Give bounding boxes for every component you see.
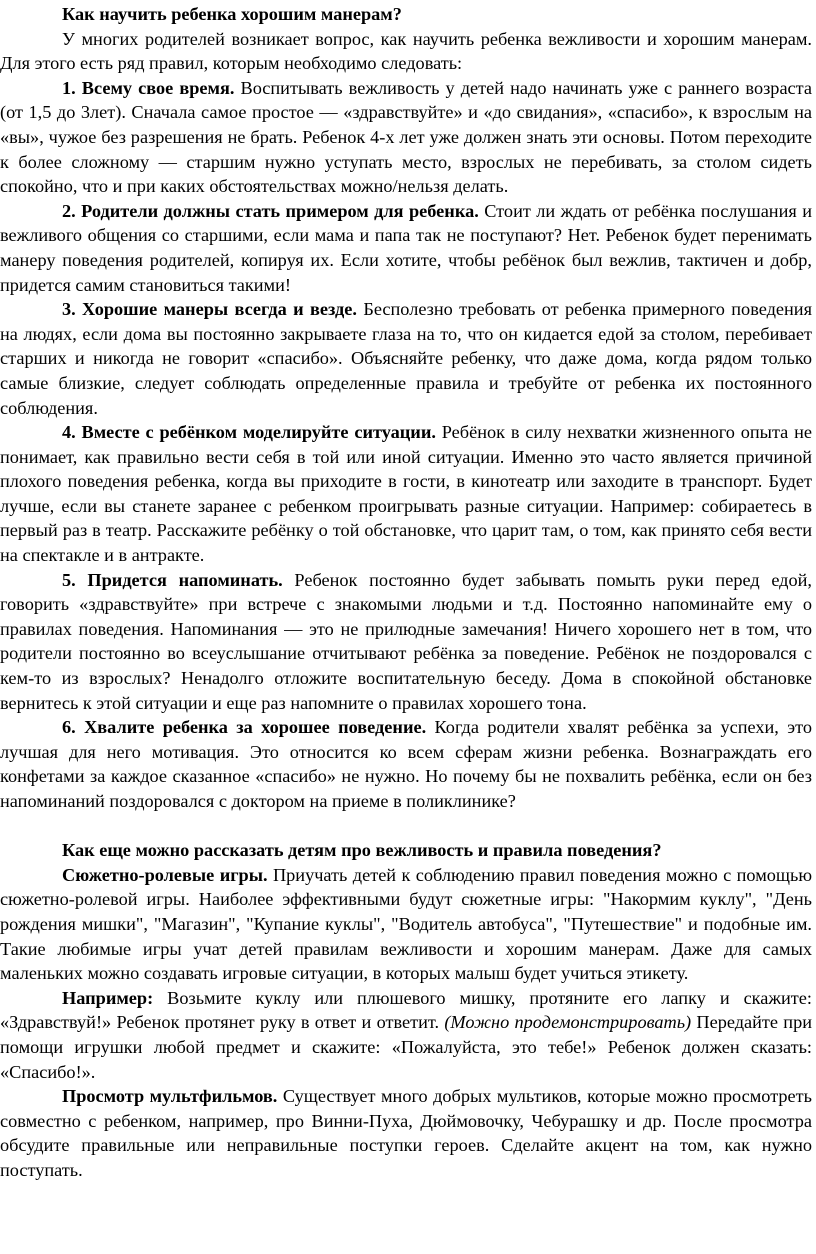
example-text-2: Передайте при помощи игрушки любой предмет и скажите: «Пожалуйста, это тебе!» Ребенок должен сказать: «Спасибо!». <box>0 1012 812 1082</box>
example-italic-note: (Можно продемонстрировать) <box>444 1012 692 1033</box>
rule-1-text: Воспитывать вежливость у детей надо начинать уже с раннего возраста (от 1,5 до 3лет). Сначала самое простое — «здравствуйте» и «до свидания», «спасибо», к взрослым на «вы», чужое без разрешения не брать. Ребенок 4-х лет уже должен знать эти основы. Потом переходите к более сложному — старшим нужно уступать место, взрослых не перебивать, за столом сидеть спокойно, что и при каких обстоятельствах можно/нельзя делать. <box>0 77 812 197</box>
rule-5-heading: 5. Придется напоминать. <box>62 569 283 590</box>
example-paragraph <box>0 986 812 1084</box>
rule-1-heading: 1. Всему свое время. <box>62 77 235 98</box>
rule-6-text: Когда родители хвалят ребёнка за успехи, это лучшая для него мотивация. Это относится ко всем сферам жизни ребенка. Вознаграждать его конфетами за каждое сказанное «спасибо» не нужно. Но почему бы не похвалить ребёнка, если он без напоминаний поздоровался с доктором на приеме в поликлинике? <box>0 717 812 811</box>
rule-3-paragraph <box>0 297 812 420</box>
rule-5-text: Ребенок постоянно будет забывать помыть руки перед едой, говорить «здравствуйте» при встрече с знакомыми людьми и т.д. Постоянно напоминайте ему о правилах поведения. Напоминания — это не прилюдные замечания! Ничего хорошего нет в том, что родители постоянно во всеуслышание отчитывают ребёнка за поведение. Ребёнок не поздоровался с кем-то из взрослых? Ненадолго отложите воспитательную беседу. Дома в спокойной обстановке вернитесь к этой ситуации и еще раз напомните о правилах хорошего тона. <box>0 569 812 713</box>
rule-4-text: Ребёнок в силу нехватки жизненного опыта не понимает, как правильно вести себя в той или иной ситуации. Именно это часто является причиной плохого поведения ребенка, когда вы приходите в гости, в кинотеатр или заходите в транспорт. Будет лучше, если вы станете заранее с ребенком проигрывать разные ситуации. Например: собираетесь в первый раз в театр. Расскажите ребёнку о той обстановке, что царит там, о том, как принято себя вести на спектакле и в антракте. <box>0 422 812 566</box>
rule-1-paragraph <box>0 76 812 199</box>
roleplay-paragraph <box>0 863 812 986</box>
rule-6-paragraph <box>0 715 812 813</box>
rule-4-paragraph <box>0 420 812 568</box>
intro-paragraph: У многих родителей возникает вопрос, как научить ребенка вежливости и хорошим манерам. Для этого есть ряд правил, которым необходимо следовать: <box>0 28 812 74</box>
section-2-title: Как еще можно рассказать детям про вежливость и правила поведения? <box>62 840 662 861</box>
rule-3-heading: 3. Хорошие манеры всегда и везде. <box>62 299 357 320</box>
roleplay-heading: Сюжетно-ролевые игры. <box>62 864 268 885</box>
rule-2-heading: 2. Родители должны стать примером для ребенка. <box>62 200 479 221</box>
rule-5-paragraph <box>0 568 812 716</box>
cartoons-text: Существует много добрых мультиков, которые можно просмотреть совместно с ребенком, например, про Винни-Пуха, Дюймовочку, Чебурашку и др. После просмотра обсудите правильные или неправильные поступки героев. Сделайте акцент на том, как нужно поступать. <box>0 1086 812 1180</box>
rule-2-paragraph <box>0 199 812 297</box>
rule-6-heading: 6. Хвалите ребенка за хорошее поведение. <box>62 717 427 738</box>
rule-3-text: Бесполезно требовать от ребенка примерного поведения на людях, если дома вы постоянно закрываете глаза на то, что он кидается едой за столом, перебивает старших и никогда не говорит «спасибо». Объясняйте ребенку, что даже дома, когда рядом только самые близкие, следует соблюдать определенные правила и требуйте от ребенка их постоянного соблюдения. <box>0 299 812 418</box>
cartoons-paragraph <box>0 1084 812 1182</box>
example-text-1: Возьмите куклу или плюшевого мишку, протяните его лапку и скажите: «Здравствуй!» Ребенок протянет руку в ответ и ответит. <box>0 987 812 1033</box>
rule-4-heading: 4. Вместе с ребёнком моделируйте ситуации. <box>62 422 436 443</box>
rule-2-text: Стоит ли ждать от ребёнка послушания и вежливого общения со старшими, если мама и папа так не поступают? Нет. Ребенок будет перенимать манеру поведения родителей, копируя их. Если хотите, чтобы ребёнок был вежлив, тактичен и добр, придется самим становиться такими! <box>0 200 812 295</box>
cartoons-heading: Просмотр мультфильмов. <box>62 1086 278 1107</box>
roleplay-text: Приучать детей к соблюдению правил поведения можно с помощью сюжетно-ролевой игры. Наиболее эффективными будут сюжетные игры: "Накормим куклу", "День рождения мишки", "Магазин", "Купание куклы", "Водитель автобуса", "Путешествие" и подобные им. Такие любимые игры учат детей правилам вежливости и хорошим манерам. Даже для самых маленьких можно создавать игровые ситуации, в которых малыш будет учиться этикету. <box>0 864 813 984</box>
section-spacer <box>0 814 812 839</box>
example-heading: Например: <box>62 987 154 1008</box>
page-title: Как научить ребенка хорошим манерам? <box>62 4 402 24</box>
